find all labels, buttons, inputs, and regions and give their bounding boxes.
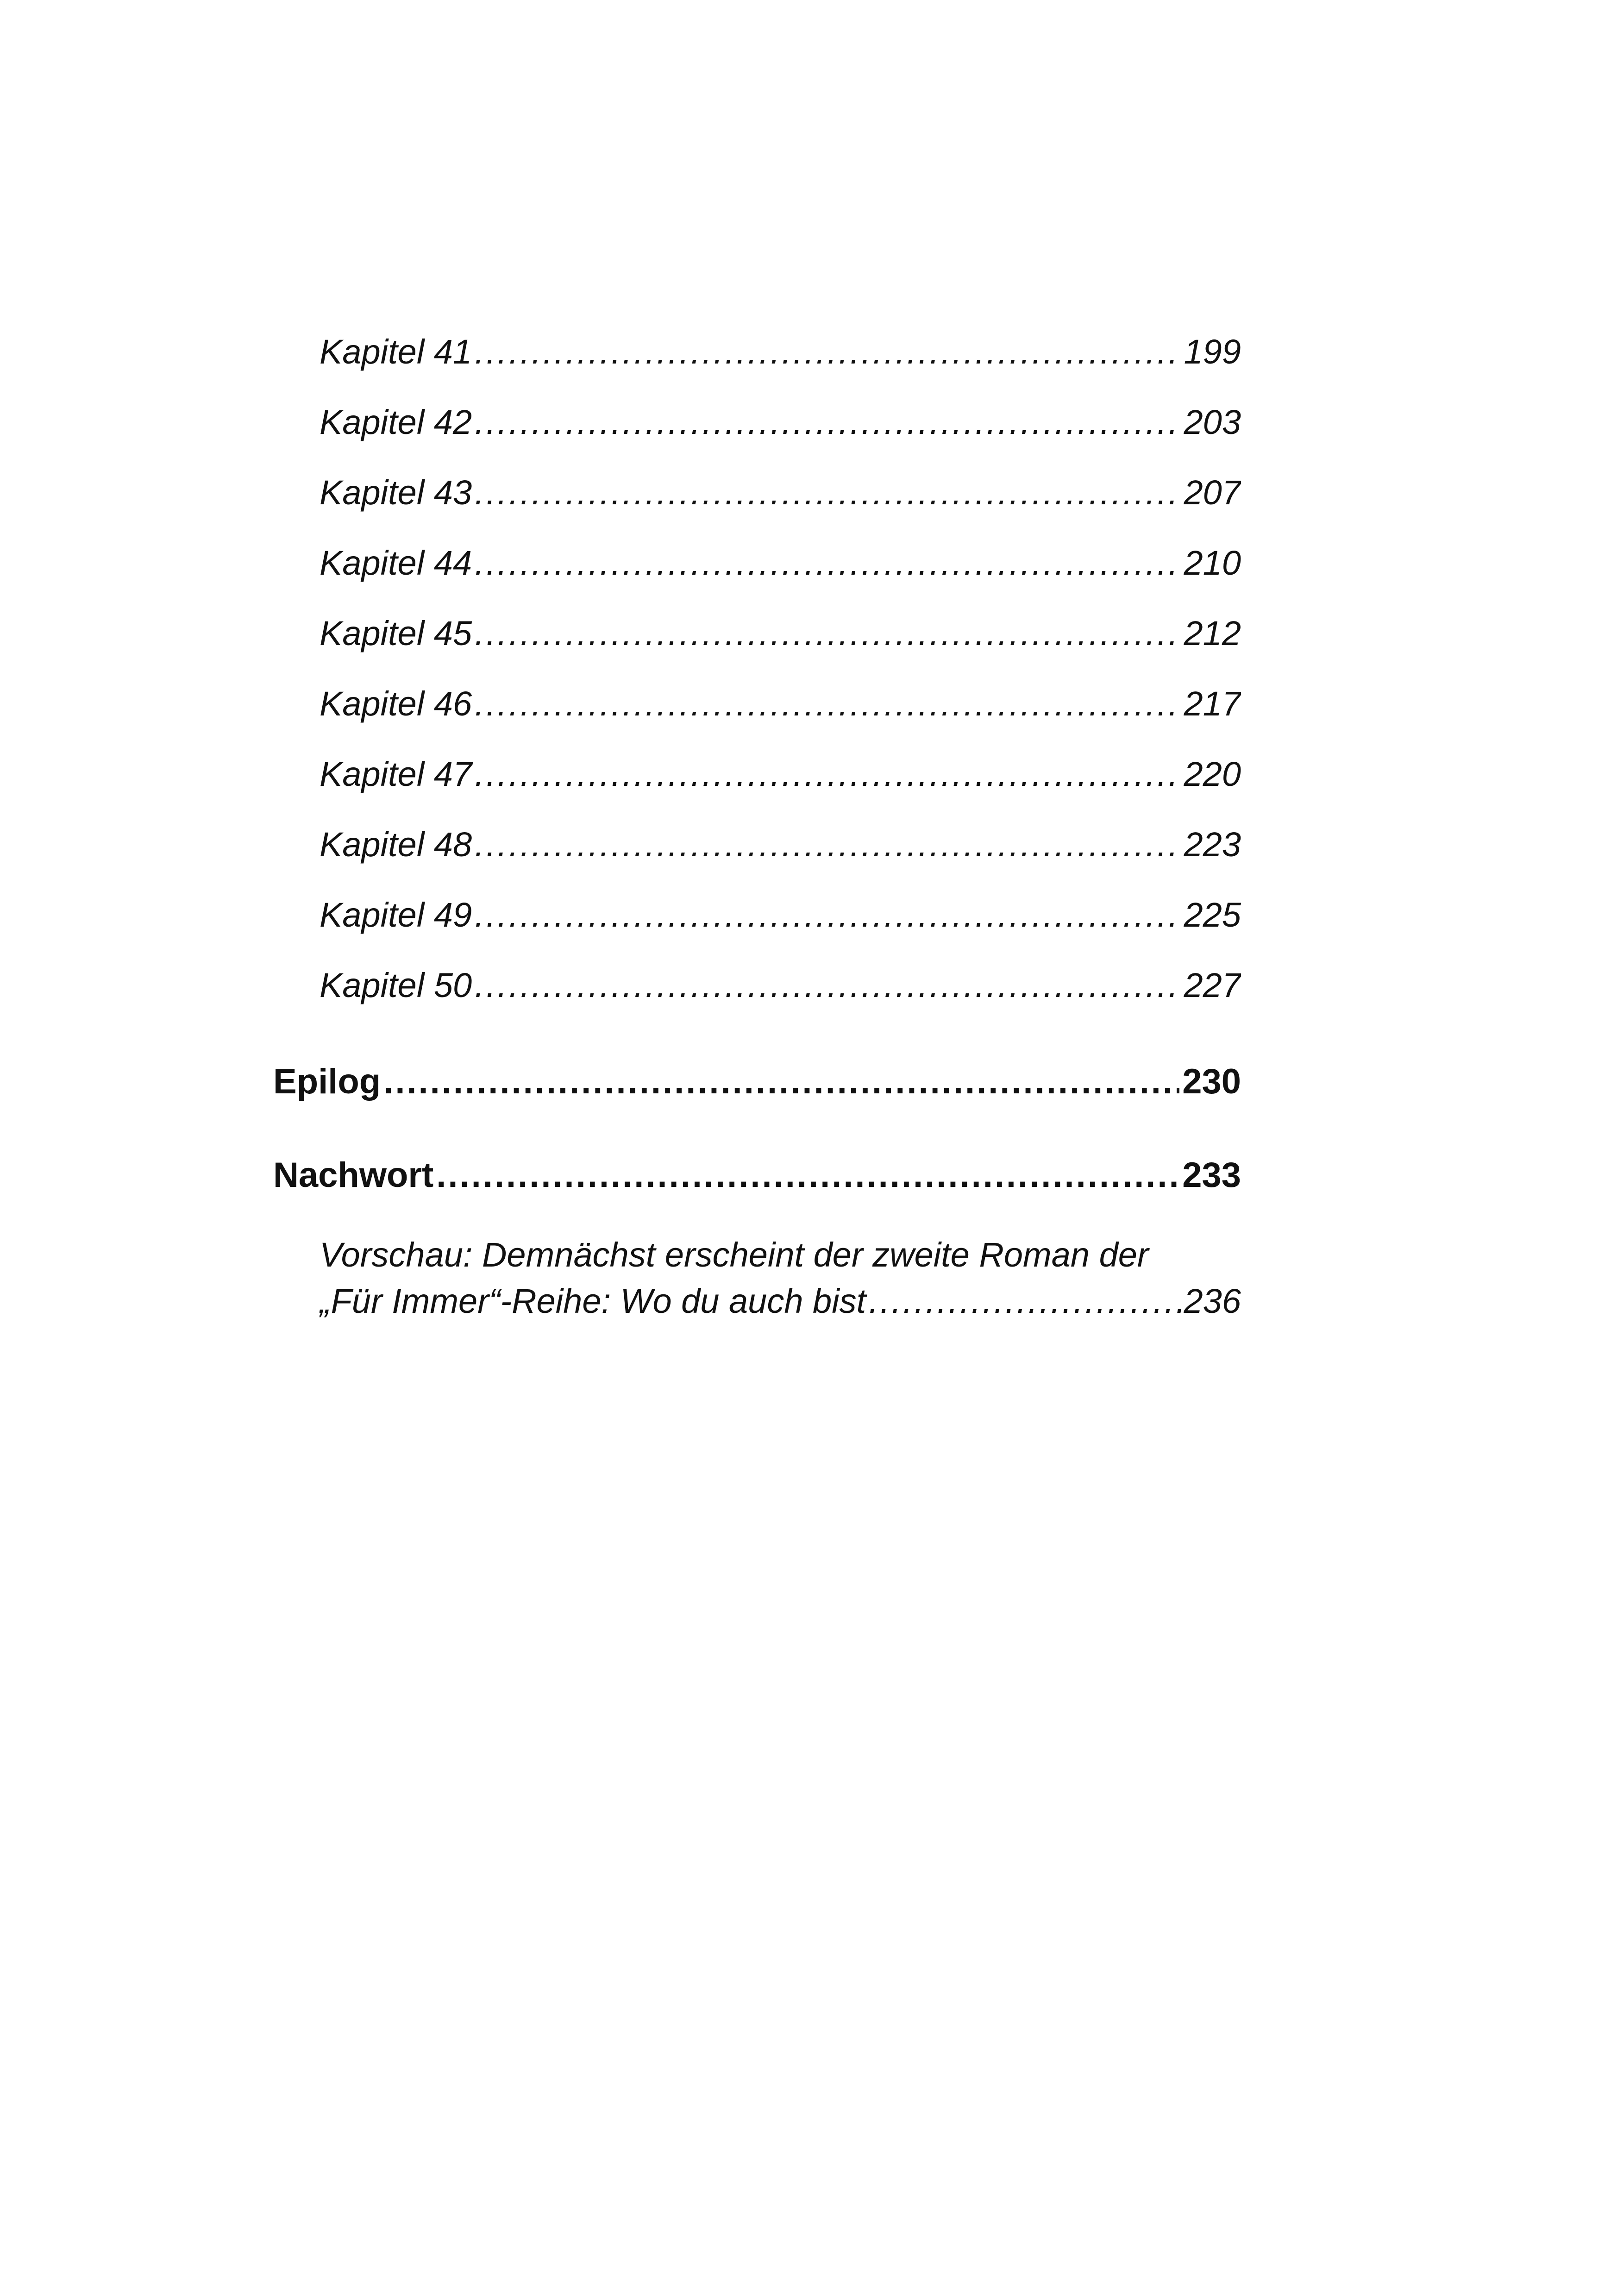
- dot-leader: [383, 1054, 1179, 1110]
- toc-entry-page: 236: [1184, 1282, 1241, 1320]
- toc-entry-page: 227: [1184, 966, 1241, 1004]
- preview-title-line-1: Vorschau: Demnächst erscheint der zweite Roman der: [320, 1236, 1149, 1274]
- toc-entry-title: Kapitel 47: [320, 755, 472, 793]
- toc-entry-page: 199: [1184, 332, 1241, 371]
- dot-leader: [869, 1278, 1181, 1324]
- toc-entry-title: Kapitel 45: [320, 614, 472, 652]
- toc-entry-kapitel-41[interactable]: [273, 324, 1241, 395]
- dot-leader: [475, 817, 1181, 872]
- toc-entry-title: Nachwort: [273, 1155, 434, 1195]
- dot-leader: [475, 395, 1181, 450]
- toc-entry-epilog[interactable]: [273, 1054, 1241, 1148]
- dot-leader: [475, 887, 1181, 943]
- dot-leader: [475, 465, 1181, 521]
- dot-leader: [475, 747, 1181, 802]
- toc-entry-kapitel-50[interactable]: [273, 958, 1241, 1028]
- toc-entry-kapitel-42[interactable]: [273, 395, 1241, 465]
- toc-entry-kapitel-47[interactable]: [273, 747, 1241, 817]
- toc-entry-title: Kapitel 46: [320, 684, 472, 723]
- toc-entry-page: 225: [1184, 896, 1241, 934]
- toc-entry-kapitel-45[interactable]: [273, 606, 1241, 676]
- dot-leader: [475, 535, 1181, 591]
- toc-entry-title: Kapitel 50: [320, 966, 472, 1004]
- toc-entry-page: 223: [1184, 825, 1241, 864]
- toc-entry-title: Kapitel 49: [320, 896, 472, 934]
- toc-entry-page: 203: [1184, 403, 1241, 441]
- toc-entry-kapitel-49[interactable]: [273, 887, 1241, 958]
- toc-entry-page: 210: [1184, 544, 1241, 582]
- dot-leader: [475, 606, 1181, 661]
- toc-entry-title: Kapitel 48: [320, 825, 472, 864]
- toc-entry-kapitel-43[interactable]: [273, 465, 1241, 535]
- toc-entry-kapitel-48[interactable]: [273, 817, 1241, 887]
- toc-entry-page: 212: [1184, 614, 1241, 652]
- toc-entry-title: Epilog: [273, 1062, 381, 1101]
- toc-entry-kapitel-46[interactable]: [273, 676, 1241, 747]
- toc-entry-page: 220: [1184, 755, 1241, 793]
- dot-leader: [475, 324, 1181, 380]
- preview-title-line-2: „Für Immer“-Reihe: Wo du auch bist: [320, 1282, 866, 1320]
- toc-entry-nachwort[interactable]: [273, 1148, 1241, 1241]
- dot-leader: [436, 1148, 1179, 1203]
- toc-entry-kapitel-44[interactable]: [273, 535, 1241, 606]
- table-of-contents: [273, 324, 1241, 1324]
- dot-leader: [475, 676, 1181, 732]
- preview-title-line-2-row: [320, 1278, 1241, 1324]
- toc-entry-page: 217: [1184, 684, 1241, 723]
- toc-entry-title: Kapitel 41: [320, 332, 472, 371]
- toc-entry-title: Kapitel 44: [320, 544, 472, 582]
- toc-entry-title: Kapitel 43: [320, 473, 472, 512]
- toc-entry-page: 207: [1184, 473, 1241, 512]
- toc-entry-page: 230: [1182, 1062, 1241, 1101]
- toc-entry-page: 233: [1182, 1155, 1241, 1195]
- dot-leader: [475, 958, 1181, 1013]
- toc-entry-title: Kapitel 42: [320, 403, 472, 441]
- toc-entry-preview[interactable]: [273, 1232, 1241, 1324]
